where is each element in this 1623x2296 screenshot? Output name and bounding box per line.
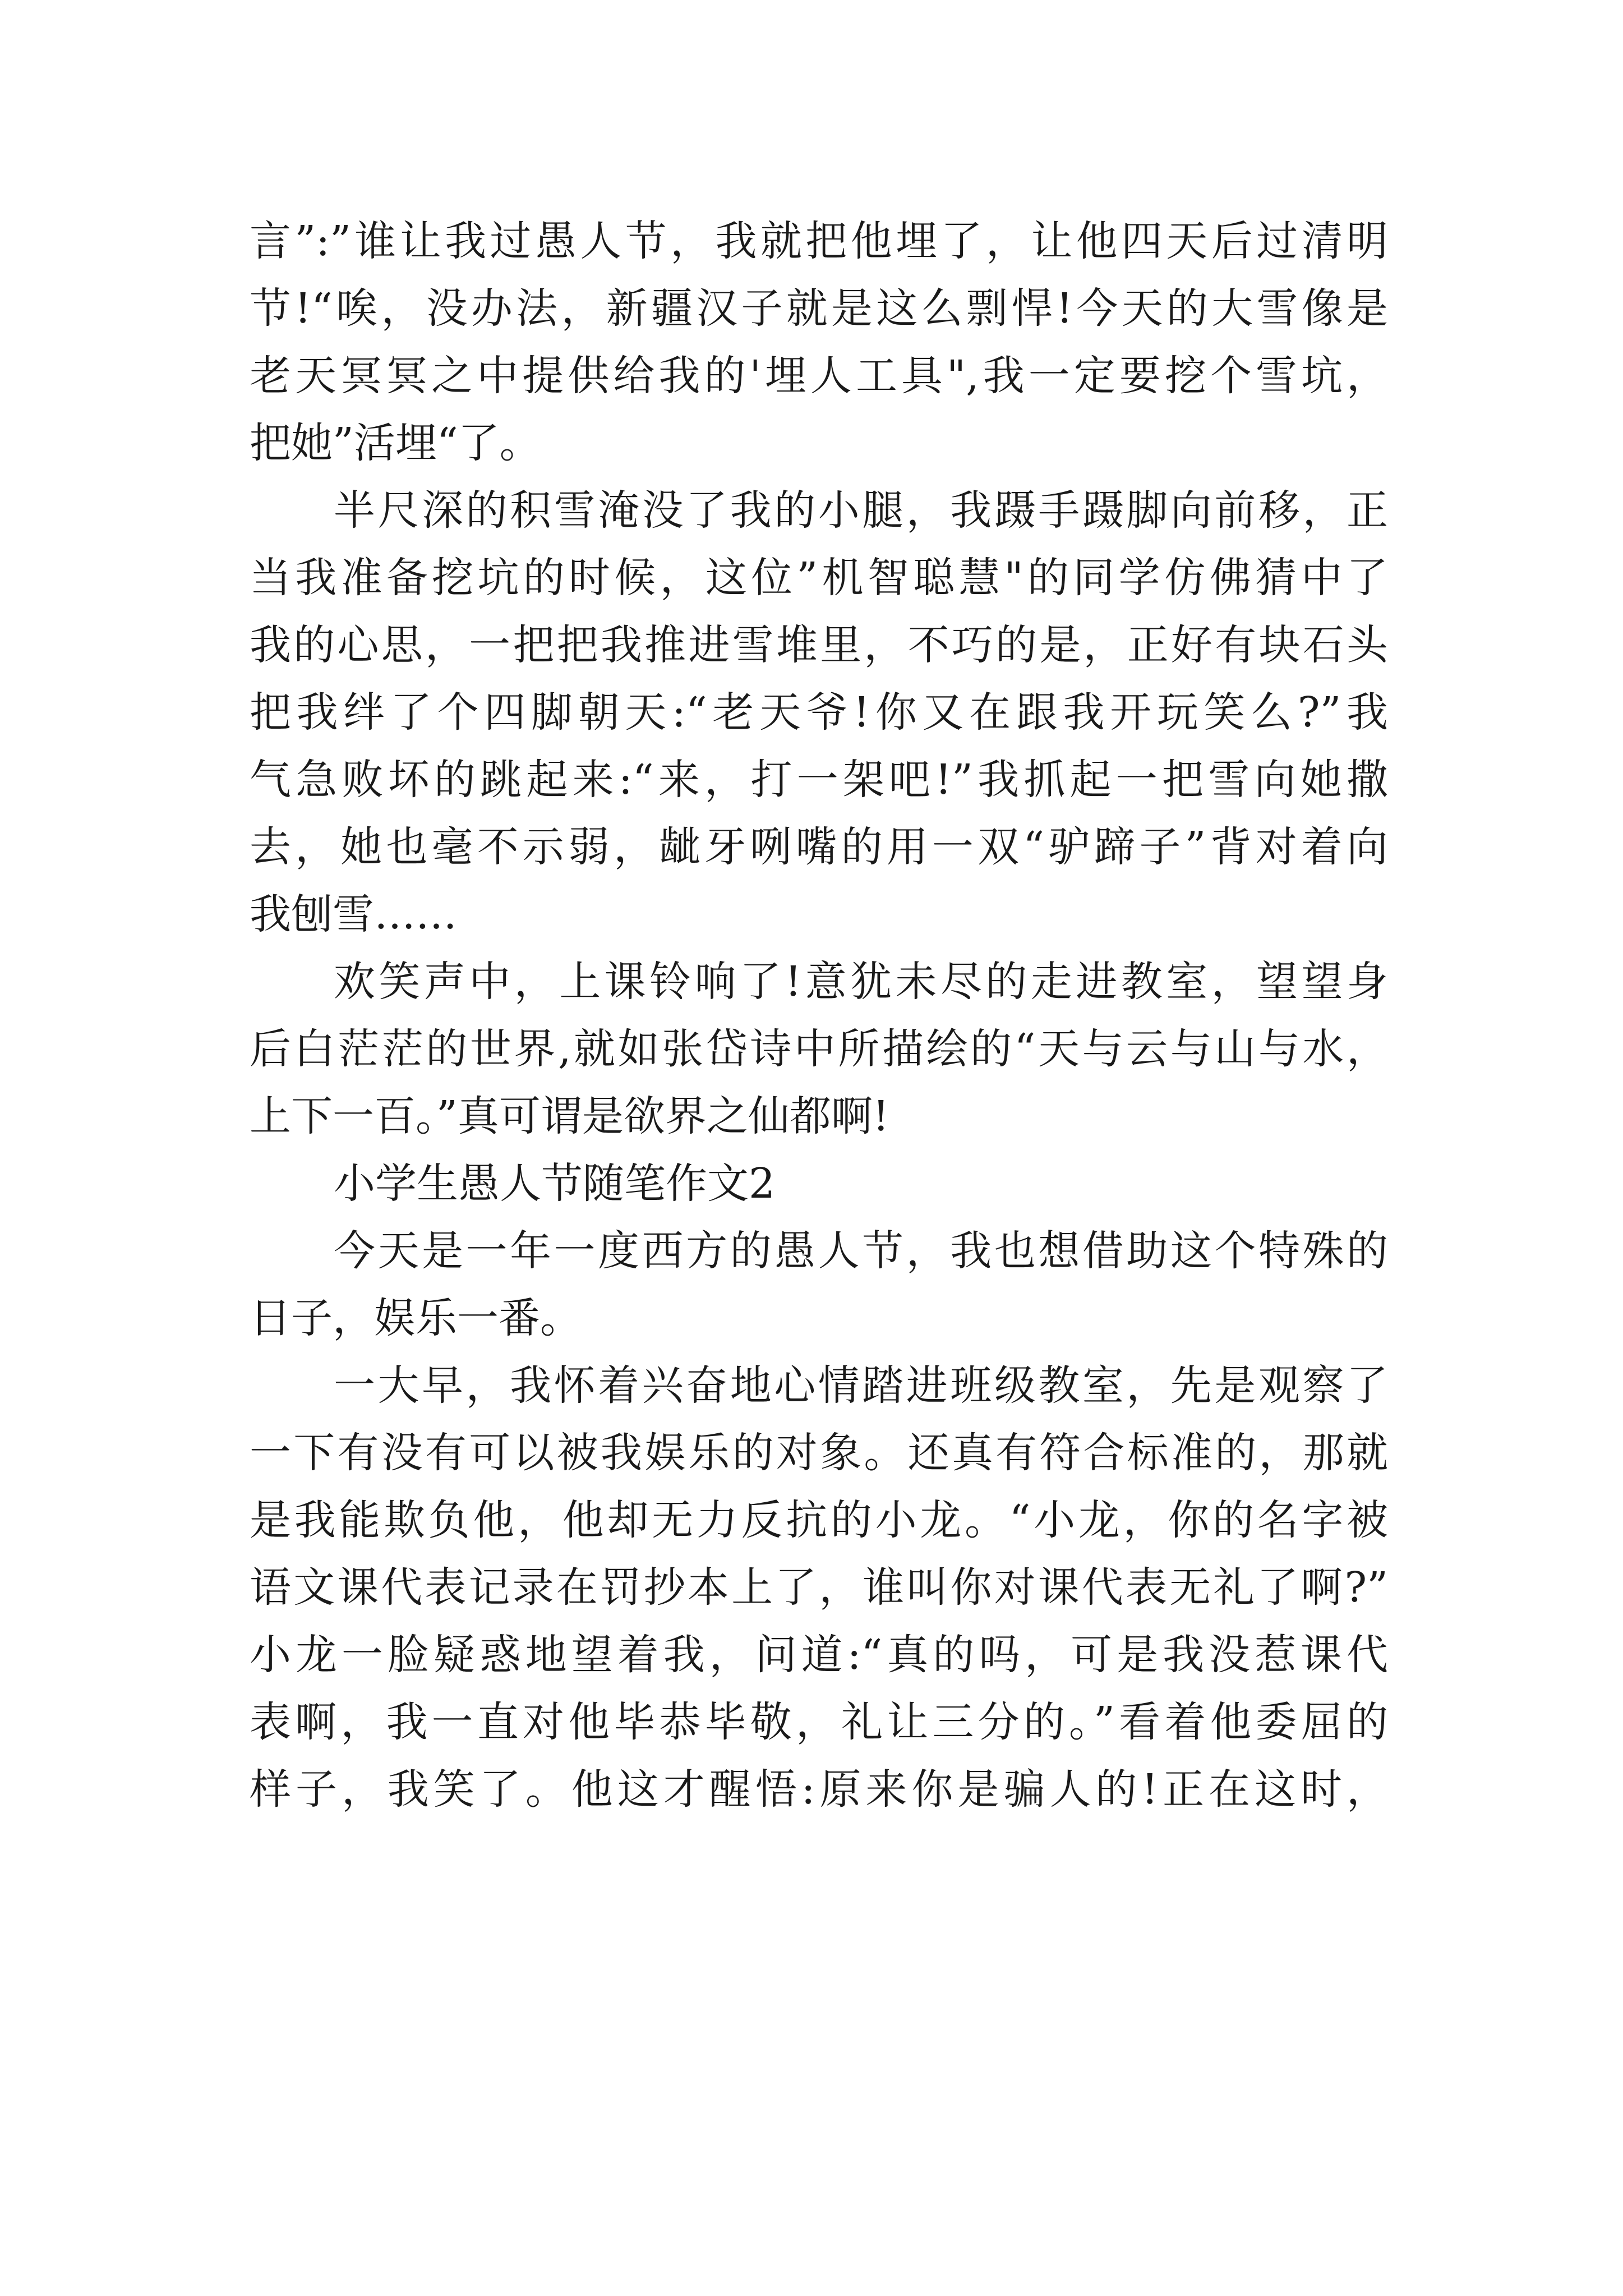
text-line: 老天冥冥之中提供给我的'埋人工具",我一定要挖个雪坑， bbox=[250, 352, 1388, 400]
text-line: 一下有没有可以被我娱乐的对象。还真有符合标准的，那就 bbox=[250, 1429, 1388, 1477]
text-line: 是我能欺负他，他却无力反抗的小龙。“小龙，你的名字被 bbox=[250, 1496, 1388, 1544]
text-line: 半尺深的积雪淹没了我的小腿，我蹑手蹑脚向前移，正 bbox=[334, 486, 1388, 535]
text-line: 去，她也毫不示弱，龇牙咧嘴的用一双“驴蹄子”背对着向 bbox=[250, 823, 1388, 871]
text-line: 小龙一脸疑惑地望着我，问道:“真的吗，可是我没惹课代 bbox=[250, 1631, 1388, 1679]
text-line: 后白茫茫的世界,就如张岱诗中所描绘的“天与云与山与水， bbox=[250, 1025, 1388, 1073]
text-line: 把她”活埋“了。 bbox=[250, 419, 541, 467]
text-line: 样子，我笑了。他这才醒悟:原来你是骗人的!正在这时， bbox=[250, 1765, 1388, 1814]
text-line: 气急败坏的跳起来:“来，打一架吧!”我抓起一把雪向她撒 bbox=[250, 756, 1388, 804]
text-line: 日子，娱乐一番。 bbox=[250, 1294, 582, 1342]
text-line: 上下一百。”真可谓是欲界之仙都啊! bbox=[250, 1092, 889, 1140]
text-line: 我的心思，一把把我推进雪堆里，不巧的是，正好有块石头 bbox=[250, 621, 1388, 669]
text-line: 欢笑声中，上课铃响了!意犹未尽的走进教室，望望身 bbox=[334, 958, 1388, 1006]
text-line: 当我准备挖坑的时候，这位”机智聪慧"的同学仿佛猜中了 bbox=[250, 554, 1388, 602]
document-body bbox=[250, 208, 1388, 1823]
text-line: 节!“唉，没办法，新疆汉子就是这么剽悍!今天的大雪像是 bbox=[250, 284, 1388, 333]
text-line: 小学生愚人节随笔作文2 bbox=[334, 1159, 776, 1208]
text-line: 言”:”谁让我过愚人节，我就把他埋了，让他四天后过清明 bbox=[250, 217, 1388, 265]
text-line: 我刨雪…… bbox=[250, 890, 457, 938]
text-line: 今天是一年一度西方的愚人节，我也想借助这个特殊的 bbox=[334, 1227, 1388, 1275]
text-line: 表啊，我一直对他毕恭毕敬，礼让三分的。”看着他委屈的 bbox=[250, 1698, 1388, 1746]
text-line: 把我绊了个四脚朝天:“老天爷!你又在跟我开玩笑么?”我 bbox=[250, 688, 1388, 737]
text-line: 语文课代表记录在罚抄本上了，谁叫你对课代表无礼了啊?” bbox=[250, 1563, 1388, 1612]
text-line: 一大早，我怀着兴奋地心情踏进班级教室，先是观察了 bbox=[334, 1361, 1388, 1410]
